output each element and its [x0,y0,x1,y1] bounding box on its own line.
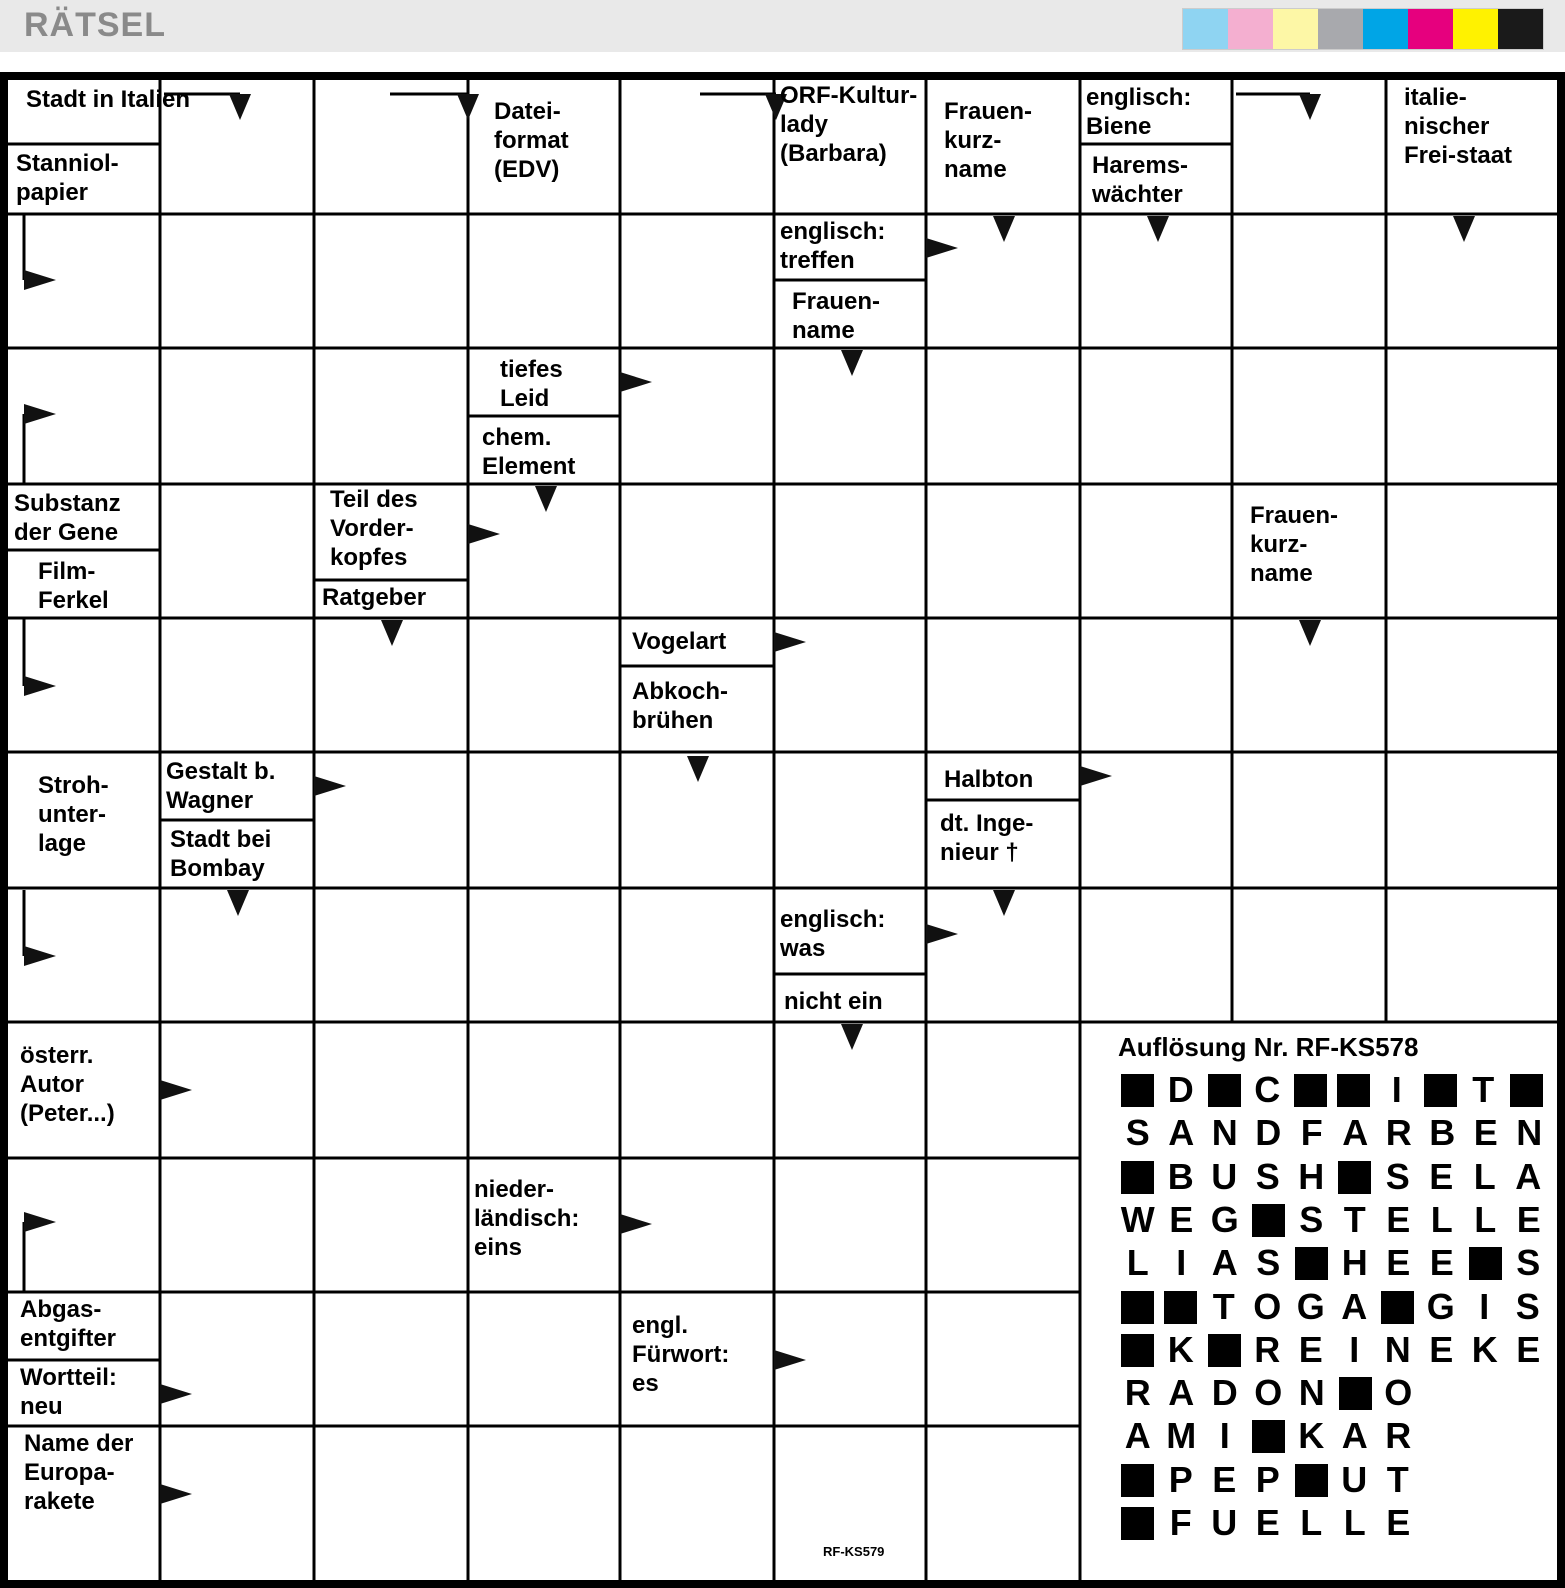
solution-letter: E [1298,1328,1323,1370]
solution-title: Auflösung Nr. RF-KS578 [1118,1032,1419,1062]
clue-frauenkurzname-1: Frauen-kurz-name [944,98,1033,183]
clue-tiefes-leid: tiefes Leid [500,356,563,412]
arrow-right-icon [160,1080,192,1100]
arrow-right-icon [774,632,806,652]
solution-letter: E [1429,1328,1454,1370]
clue-englisch-treffen: englisch: treffen [780,218,886,274]
clue-halbton: Halbton [944,766,1034,793]
clue-strohunterlage: Stroh-unter-lage [38,772,109,857]
clue-abkochbruehen: Abkoch-brühen [632,678,728,734]
arrow-right-icon [620,372,652,392]
arrow-right-icon [24,676,56,696]
clue-nicht-ein: nicht ein [784,988,883,1015]
solution-letter: N [1384,1328,1411,1370]
solution-letter: E [1429,1242,1454,1284]
puzzle-code: RF-KS579 [823,1544,885,1559]
swatch [1498,9,1543,49]
black-square [1121,1291,1154,1324]
arrow-down-icon [841,350,863,376]
solution-letter: R [1385,1415,1412,1457]
arrow-down-icon [1453,216,1475,242]
solution-letter: E [1386,1198,1411,1240]
solution-letter: E [1169,1198,1194,1240]
solution-letter: A [1168,1112,1195,1154]
black-square [1338,1161,1371,1194]
solution-letter: D [1255,1112,1282,1154]
arrow-down-icon [381,620,403,646]
solution-letter: U [1341,1458,1368,1500]
solution-row [1116,1157,1550,1197]
solution-letter: A [1341,1415,1368,1457]
black-square [1339,1377,1372,1410]
solution-letter: B [1167,1155,1194,1197]
clue-orf-kulturlady: ORF-Kultur-lady (Barbara) [780,82,918,167]
solution-letter: U [1211,1502,1238,1543]
swatch [1318,9,1363,49]
solution-letter: O [1254,1372,1283,1414]
solution-row [1116,1070,1548,1110]
clue-name-der-europarakete: Name der Europa-rakete [24,1430,134,1515]
arrow-down-icon [841,1024,863,1050]
arrow-right-icon [160,1384,192,1404]
solution-letter: I [1176,1242,1187,1284]
arrow-right-icon [24,404,56,424]
black-square [1252,1420,1285,1453]
black-square [1294,1074,1327,1107]
arrow-right-icon [926,238,958,258]
black-square [1252,1204,1285,1237]
black-square [1337,1074,1370,1107]
solution-letter: L [1343,1502,1366,1543]
solution-letter: S [1385,1155,1410,1197]
solution-row [1116,1503,1420,1543]
clue-chem-element: chem. Element [482,424,576,480]
black-square [1121,1161,1154,1194]
solution-row [1116,1373,1420,1413]
solution-letter: C [1254,1069,1281,1110]
arrow-down-icon [457,94,479,120]
clue-oesterr-autor: österr. Autor (Peter...) [20,1042,115,1127]
solution-letter: I [1349,1328,1360,1370]
solution-letter: E [1429,1155,1454,1197]
solution-letter: F [1300,1112,1323,1154]
black-square [1121,1074,1154,1107]
header-bar [0,0,1565,52]
arrow-right-icon [620,1214,652,1234]
solution-letter: S [1255,1155,1280,1197]
solution-letter: N [1211,1112,1238,1154]
solution-letter: E [1516,1328,1541,1370]
solution-letter: E [1386,1502,1411,1543]
black-square [1469,1247,1502,1280]
solution-letter: G [1296,1285,1325,1327]
solution-letter: S [1299,1198,1324,1240]
clue-dt-ingenieur: dt. Inge-nieur † [940,810,1034,866]
solution-letter: A [1341,1285,1368,1327]
solution-letter: S [1125,1112,1150,1154]
solution-letter: R [1254,1328,1281,1370]
clue-engl-fuerwort-es: engl. Fürwort: es [632,1312,730,1397]
solution-letter: I [1391,1069,1402,1110]
arrow-down-icon [1299,94,1321,120]
solution-letter: N [1298,1372,1325,1414]
solution-letter: T [1472,1069,1495,1110]
clue-stanniolpapier: Stanniol-papier [16,150,119,206]
clue-frauenname: Frauen-name [792,288,881,344]
clue-wortteil-neu: Wortteil: neu [20,1364,117,1420]
swatch [1183,9,1228,49]
solution-letter: E [1255,1502,1280,1543]
solution-letter: G [1210,1198,1239,1240]
solution-letter: S [1516,1242,1541,1284]
solution-row [1116,1460,1420,1500]
solution-letter: D [1167,1069,1194,1110]
arrow-right-icon [1080,766,1112,786]
solution-letter: K [1298,1415,1325,1457]
clue-abgasentgifter: Abgas-entgifter [20,1296,116,1352]
arrow-down-icon [229,94,251,120]
arrow-down-icon [227,890,249,916]
clue-frauenkurzname-2: Frauen-kurz-name [1250,502,1339,587]
clue-teil-des-vorderkopfes: Teil des Vorder-kopfes [330,486,418,571]
solution-letter: A [1342,1112,1369,1154]
black-square [1208,1074,1241,1107]
solution-letter: L [1474,1198,1497,1240]
solution-letter: K [1471,1328,1498,1370]
solution-letter: M [1166,1415,1197,1457]
solution-letter: L [1430,1198,1453,1240]
solution-letter: E [1516,1198,1541,1240]
solution-row [1116,1330,1550,1370]
black-square [1121,1507,1154,1540]
solution-letter: A [1168,1372,1195,1414]
arrow-down-icon [535,486,557,512]
solution-letter: H [1298,1155,1325,1197]
arrow-down-icon [687,756,709,782]
black-square [1381,1291,1414,1324]
black-square [1510,1074,1543,1107]
solution-letter: S [1256,1242,1281,1284]
arrow-down-icon [993,890,1015,916]
arrow-right-icon [926,924,958,944]
black-square [1164,1291,1197,1324]
solution-letter: K [1167,1328,1194,1370]
clue-ratgeber: Ratgeber [322,584,427,611]
solution-letter: B [1429,1112,1456,1154]
clue-substanz-der-gene: Substanz der Gene [14,490,121,546]
black-square [1208,1334,1241,1367]
solution-letter: T [1343,1198,1366,1240]
arrow-right-icon [774,1350,806,1370]
solution-letter: L [1300,1502,1323,1543]
solution-letter: R [1385,1112,1412,1154]
black-square [1424,1074,1457,1107]
crossword-board [0,72,1565,1588]
solution-letter: W [1120,1198,1155,1240]
solution-letter: T [1386,1458,1409,1500]
clue-haremswaechter: Harems-wächter [1092,152,1189,208]
solution-letter: O [1253,1285,1282,1327]
swatch [1408,9,1453,49]
swatch [1273,9,1318,49]
solution-letter: E [1473,1112,1498,1154]
solution-row [1116,1416,1420,1456]
clue-gestalt-b-wagner: Gestalt b. Wagner [166,758,276,814]
solution-letter: P [1255,1458,1280,1500]
solution-letter: A [1124,1415,1151,1457]
solution-row [1116,1200,1551,1240]
solution-letter: A [1515,1155,1542,1197]
arrow-down-icon [993,216,1015,242]
arrow-right-icon [468,524,500,544]
swatch [1453,9,1498,49]
solution-letter: I [1479,1285,1490,1327]
page-title: RÄTSEL [24,6,166,44]
solution-letter: E [1212,1458,1237,1500]
solution-row [1116,1243,1550,1283]
arrow-right-icon [24,1212,56,1232]
black-square [1295,1464,1328,1497]
solution-letter: I [1219,1415,1230,1457]
solution-letter: P [1168,1458,1193,1500]
clue-stadt-bei-bombay: Stadt bei Bombay [170,826,272,882]
clue-italienischer-freistaat: italie-nischer Frei-staat [1404,84,1513,169]
swatch [1228,9,1273,49]
solution-letter: S [1515,1285,1540,1327]
solution-letter: D [1211,1372,1238,1414]
solution-letter: R [1124,1372,1151,1414]
black-square [1295,1247,1328,1280]
arrow-down-icon [1147,216,1169,242]
clue-film-ferkel: Film-Ferkel [38,558,109,614]
solution-letter: H [1341,1242,1368,1284]
solution-letter: G [1426,1285,1455,1327]
black-square [1121,1464,1154,1497]
arrow-right-icon [160,1484,192,1504]
solution-letter: O [1384,1372,1413,1414]
clue-vogelart: Vogelart [632,628,727,655]
solution-letter: F [1169,1502,1192,1543]
arrow-right-icon [24,270,56,290]
clue-englisch-was: englisch: was [780,906,886,962]
solution-letter: E [1386,1242,1411,1284]
arrow-down-icon [1299,620,1321,646]
solution-letter: U [1211,1155,1238,1197]
solution-letter: N [1516,1112,1543,1154]
clue-niederlaendisch-eins: nieder-ländisch: eins [474,1176,580,1261]
solution-letter: T [1212,1285,1235,1327]
clue-englisch-biene: englisch: Biene [1086,84,1192,140]
clue-dateiformat: Datei-format (EDV) [494,98,569,183]
arrow-right-icon [314,776,346,796]
arrow-right-icon [24,946,56,966]
clue-stadt-in-italien: Stadt in Italien [26,86,191,113]
swatch [1363,9,1408,49]
solution-letter: L [1473,1155,1496,1197]
color-calibration-strip [1182,8,1544,50]
solution-row [1116,1113,1551,1153]
solution-letter: L [1126,1242,1149,1284]
solution-row [1116,1287,1550,1327]
black-square [1121,1334,1154,1367]
solution-letter: A [1211,1242,1238,1284]
